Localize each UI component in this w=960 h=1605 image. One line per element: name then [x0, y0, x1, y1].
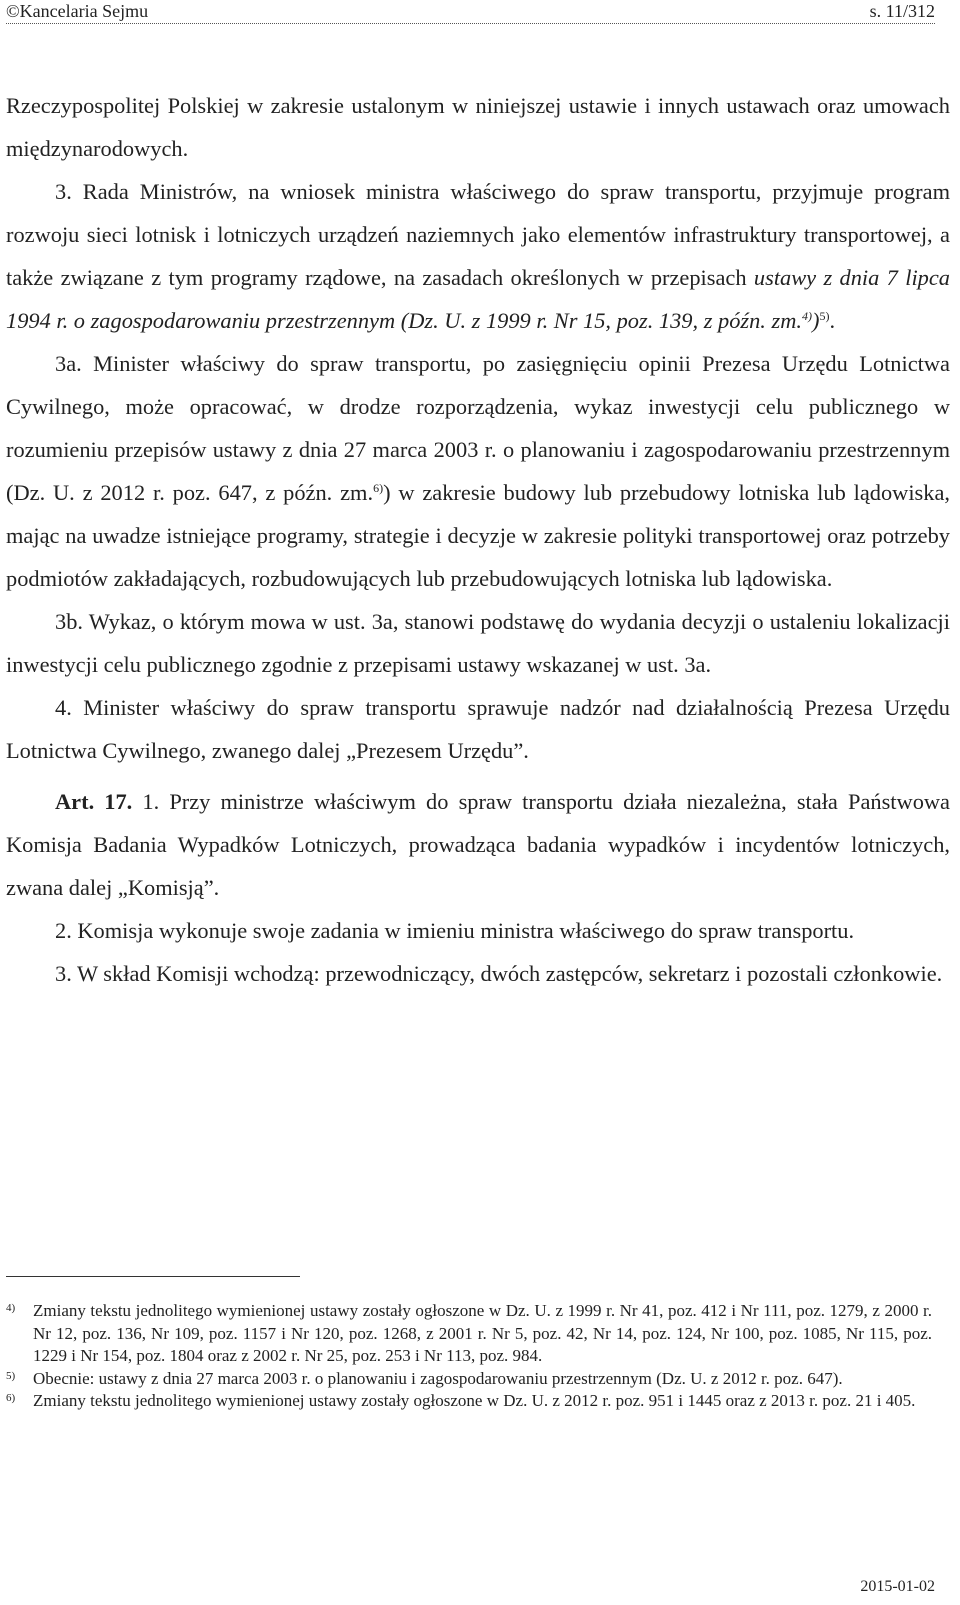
footnote-text: Obecnie: ustawy z dnia 27 marca 2003 r. o planowaniu i zagospodarowaniu przestrzennym (Dz. U. z 2012 r. poz. 647).: [33, 1368, 843, 1388]
footnote-5: [6, 1368, 932, 1391]
ust-3-close-paren: ): [811, 308, 820, 333]
ust-3a-text-b: ) w zakresie budowy lub przebudowy lotniska lub lądowiska, mając na uwadze istniejące programy, strategie i decyzje w zakresie polityki transportowej oraz potrzeby podmiotów zakładających, rozbudowujących lub przebudowujących lotniska lub lądowiska.: [6, 480, 950, 591]
ust-3-italic-text: ustawy z dnia 7 lipca 1994 r. o zagospodarowaniu przestrzennym (Dz. U. z 1999 r. Nr 15, poz. 139, z późn. zm.: [6, 265, 951, 333]
page-header: [0, 0, 960, 24]
page-number: s. 11/312: [869, 1, 935, 21]
art-17-ust-1-text: 1. Przy ministrze właściwym do spraw transportu działa niezależna, stała Państwowa Komisja Badania Wypadków Lotniczych, prowadząca badania wypadków i incydentów lotniczych, zwana dalej „Komisją”.: [6, 789, 950, 900]
footnote-text: Zmiany tekstu jednolitego wymienionej ustawy zostały ogłoszone w Dz. U. z 2012 r. poz. 951 i 1445 oraz z 2013 r. poz. 21 i 405.: [33, 1391, 916, 1410]
footnote-ref-4[interactable]: 4): [801, 309, 812, 323]
footnote-number: 4): [6, 1302, 16, 1314]
header-divider: [6, 23, 935, 24]
publisher-label: ©Kancelaria Sejmu: [6, 1, 149, 21]
paragraph-art-17-ust-3: 3. W skład Komisji wchodzą: przewodniczący, dwóch zastępców, sekretarz i pozostali członkowie.: [55, 961, 943, 986]
footnote-6: [6, 1390, 932, 1413]
paragraph-art-17: [6, 780, 950, 909]
paragraph-ust-3: [6, 170, 950, 342]
footnote-4: [6, 1300, 932, 1368]
paragraph-art-17-ust-2: 2. Komisja wykonuje swoje zadania w imieniu ministra właściwego do spraw transportu.: [55, 918, 855, 943]
paragraph-ust-4: 4. Minister właściwy do spraw transportu sprawuje nadzór nad działalnością Prezesa Urzędu Lotnictwa Cywilnego, zwanego dalej „Prezesem Urzędu”.: [6, 695, 950, 763]
ust-3a-text-a: 3a. Minister właściwy do spraw transportu, po zasięgnięciu opinii Prezesa Urzędu Lotnictwa Cywilnego, może opracować, w drodze rozporządzenia, wykaz inwestycji celu publicznego w rozumieniu przepisów ustawy z dnia 27 marca 2003 r. o planowaniu i zagospodarowaniu przestrzennym (Dz. U. z 2012 r. poz. 647, z późn. zm.: [6, 351, 950, 505]
paragraph-ust-3a: [6, 342, 950, 600]
footnote-number: 6): [6, 1392, 16, 1404]
footnote-number: 5): [6, 1369, 16, 1382]
footnote-ref-5[interactable]: 5): [819, 309, 830, 323]
ust-3-end: .: [829, 308, 836, 333]
paragraph-ust-3b: 3b. Wykaz, o którym mowa w ust. 3a, stanowi podstawę do wydania decyzji o ustaleniu lokalizacji inwestycji celu publicznego zgodnie z przepisami ustawy wskazanej w ust. 3a.: [6, 609, 950, 677]
document-body: [6, 84, 950, 995]
paragraph-continuation: Rzeczypospolitej Polskiej w zakresie ustalonym w niniejszej ustawie i innych ustawach oraz umowach międzynarodowych.: [6, 93, 950, 161]
footnote-text: Zmiany tekstu jednolitego wymienionej ustawy zostały ogłoszone w Dz. U. z 1999 r. Nr 41, poz. 412 i Nr 111, poz. 1279, z 2000 r. Nr 12, poz. 136, Nr 109, poz. 1157 i Nr 120, poz. 1268, z 2001 r. Nr 5, poz. 42, Nr 14, poz. 124, Nr 100, poz. 1085, Nr 115, poz. 1229 i Nr 154, poz. 1804 oraz z 2002 r. Nr 25, poz. 253 i Nr 113, poz. 984.: [33, 1301, 932, 1365]
article-label: Art. 17.: [55, 789, 133, 814]
ust-3-text: 3. Rada Ministrów, na wniosek ministra właściwego do spraw transportu, przyjmuje program rozwoju sieci lotnisk i lotniczych urządzeń naziemnych jako elementów infrastruktury transportowej, a także związane z tym programy rządowe, na zasadach określonych w przepisach: [6, 179, 950, 290]
footnote-ref-6[interactable]: 6): [373, 481, 384, 495]
document-date: 2015-01-02: [860, 1578, 935, 1595]
footnotes: [6, 1300, 932, 1413]
footnote-separator: [6, 1276, 300, 1277]
